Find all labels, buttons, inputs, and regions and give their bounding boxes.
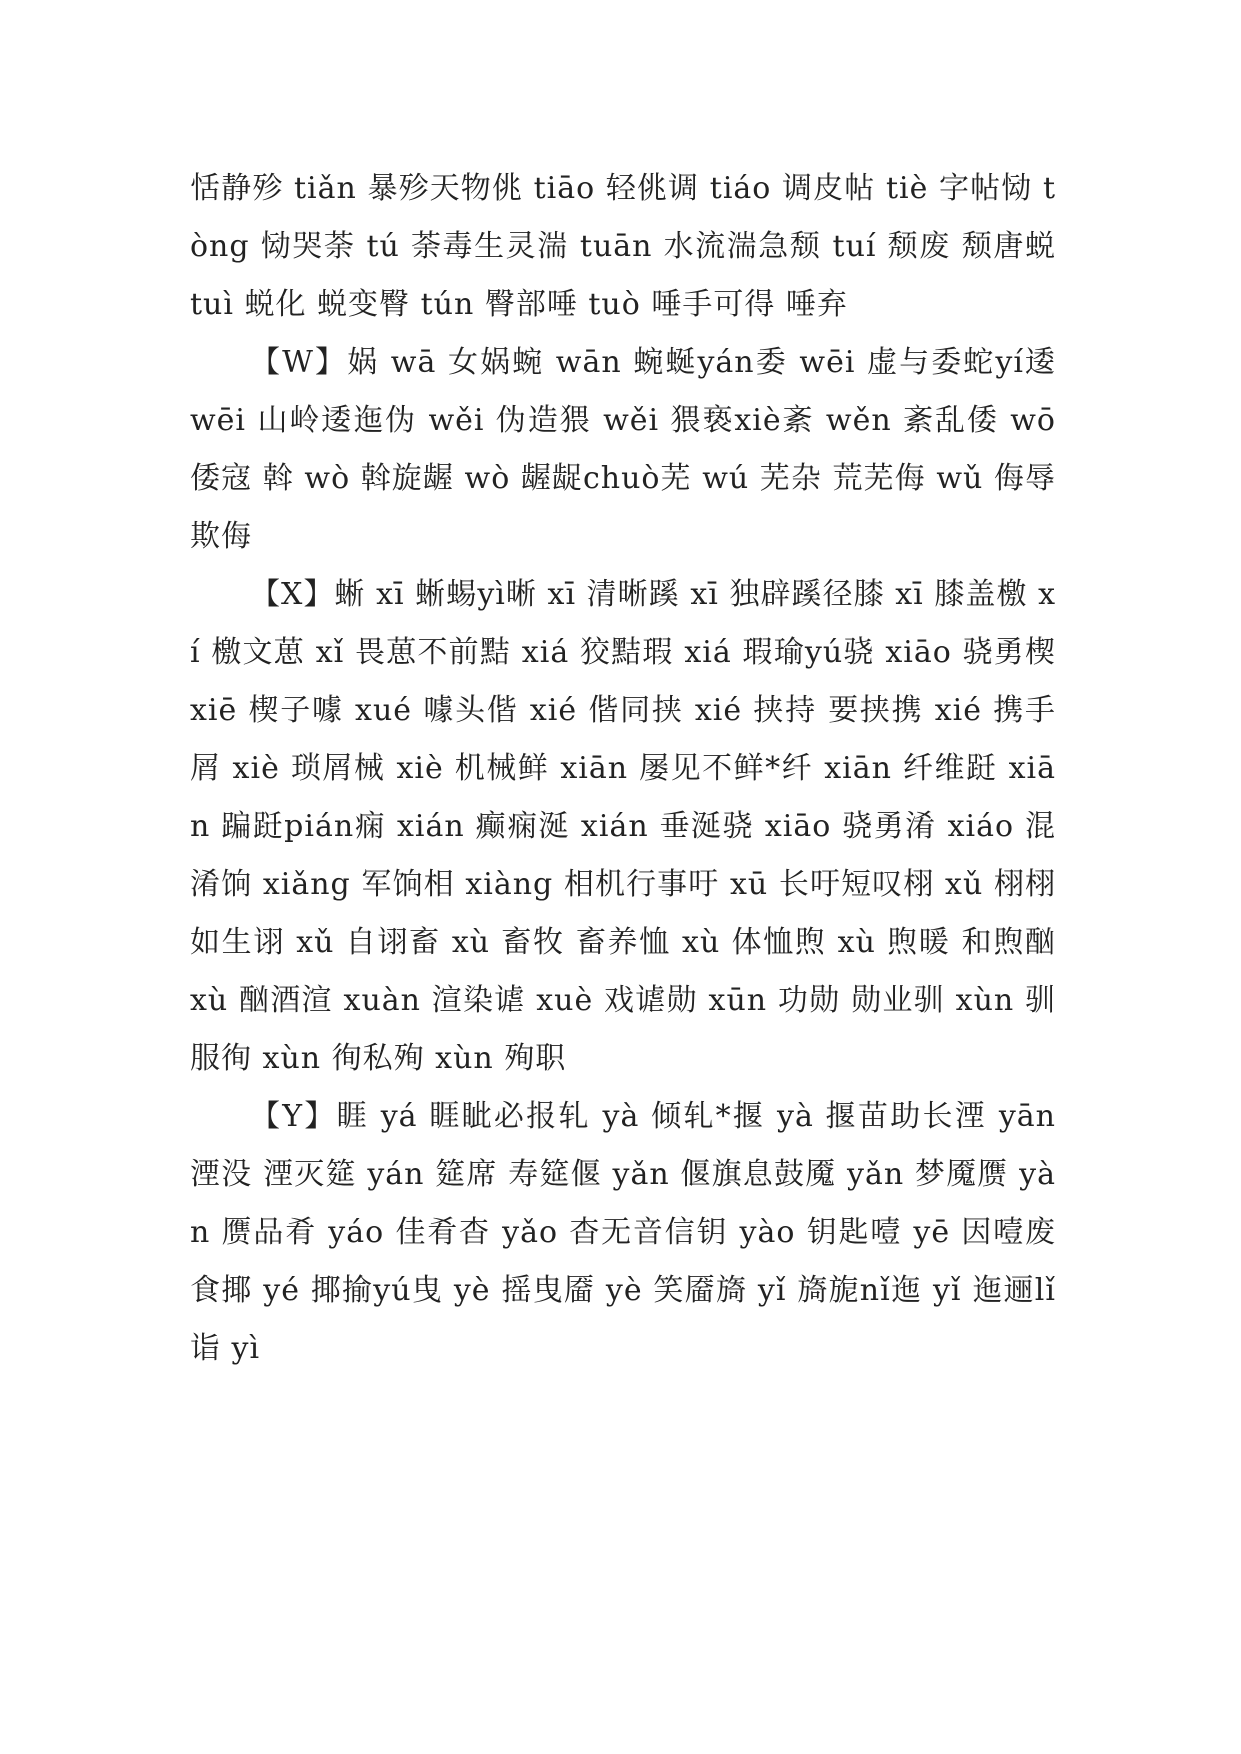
paragraph-x: 【X】蜥 xī 蜥蜴yì晰 xī 清晰蹊 xī 独辟蹊径膝 xī 膝盖檄 xí 檄文葸 xǐ 畏葸不前黠 xiá 狡黠瑕 xiá 瑕瑜yú骁 xiāo 骁勇楔 xiē 楔子噱 xué 噱头偕 xié 偕同挟 xié 挟持 要挟携 xié 携手屑 xiè 琐屑械 xiè 机械鲜 xiān 屡见不鲜*纤 xiān 纤维跹 xiān 蹁跹pián痫 xián 癫痫涎 xián 垂涎骁 xiāo 骁勇淆 xiáo 混淆饷 xiǎng 军饷相 xiàng 相机行事吁 xū 长吁短叹栩 xǔ 栩栩如生诩 xǔ 自诩畜 xù 畜牧 畜养恤 xù 体恤煦 xù 煦暖 和煦酗 xù 酗酒渲 xuàn 渲染谑 xuè 戏谑勋 xūn 功勋 勋业驯 xùn 驯服徇 xùn 徇私殉 xùn 殉职	[190, 577, 1056, 1076]
paragraph-t: 恬静殄 tiǎn 暴殄天物佻 tiāo 轻佻调 tiáo 调皮帖 tiè 字帖恸 tòng 恸哭荼 tú 荼毒生灵湍 tuān 水流湍急颓 tuí 颓废 颓唐蜕 tuì 蜕化 蜕变臀 tún 臀部唾 tuò 唾手可得 唾弃	[190, 171, 1056, 322]
paragraph-y: 【Y】睚 yá 睚眦必报轧 yà 倾轧*揠 yà 揠苗助长湮 yān 湮没 湮灭筵 yán 筵席 寿筵偃 yǎn 偃旗息鼓魇 yǎn 梦魇赝 yàn 赝品肴 yáo 佳肴杳 yǎo 杳无音信钥 yào 钥匙噎 yē 因噎废食揶 yé 揶揄yú曳 yè 摇曳靥 yè 笑靥旖 yǐ 旖旎nǐ迤 yǐ 迤逦lǐ诣 yì	[190, 1099, 1056, 1366]
paragraph-w: 【W】娲 wā 女娲蜿 wān 蜿蜒yán委 wēi 虚与委蛇yí逶 wēi 山岭逶迤伪 wěi 伪造猥 wěi 猥亵xiè紊 wěn 紊乱倭 wō 倭寇 斡 wò 斡旋龌 wò 龌龊chuò芜 wú 芜杂 荒芜侮 wǔ 侮辱 欺侮	[190, 345, 1056, 554]
document-body	[190, 160, 1056, 1378]
